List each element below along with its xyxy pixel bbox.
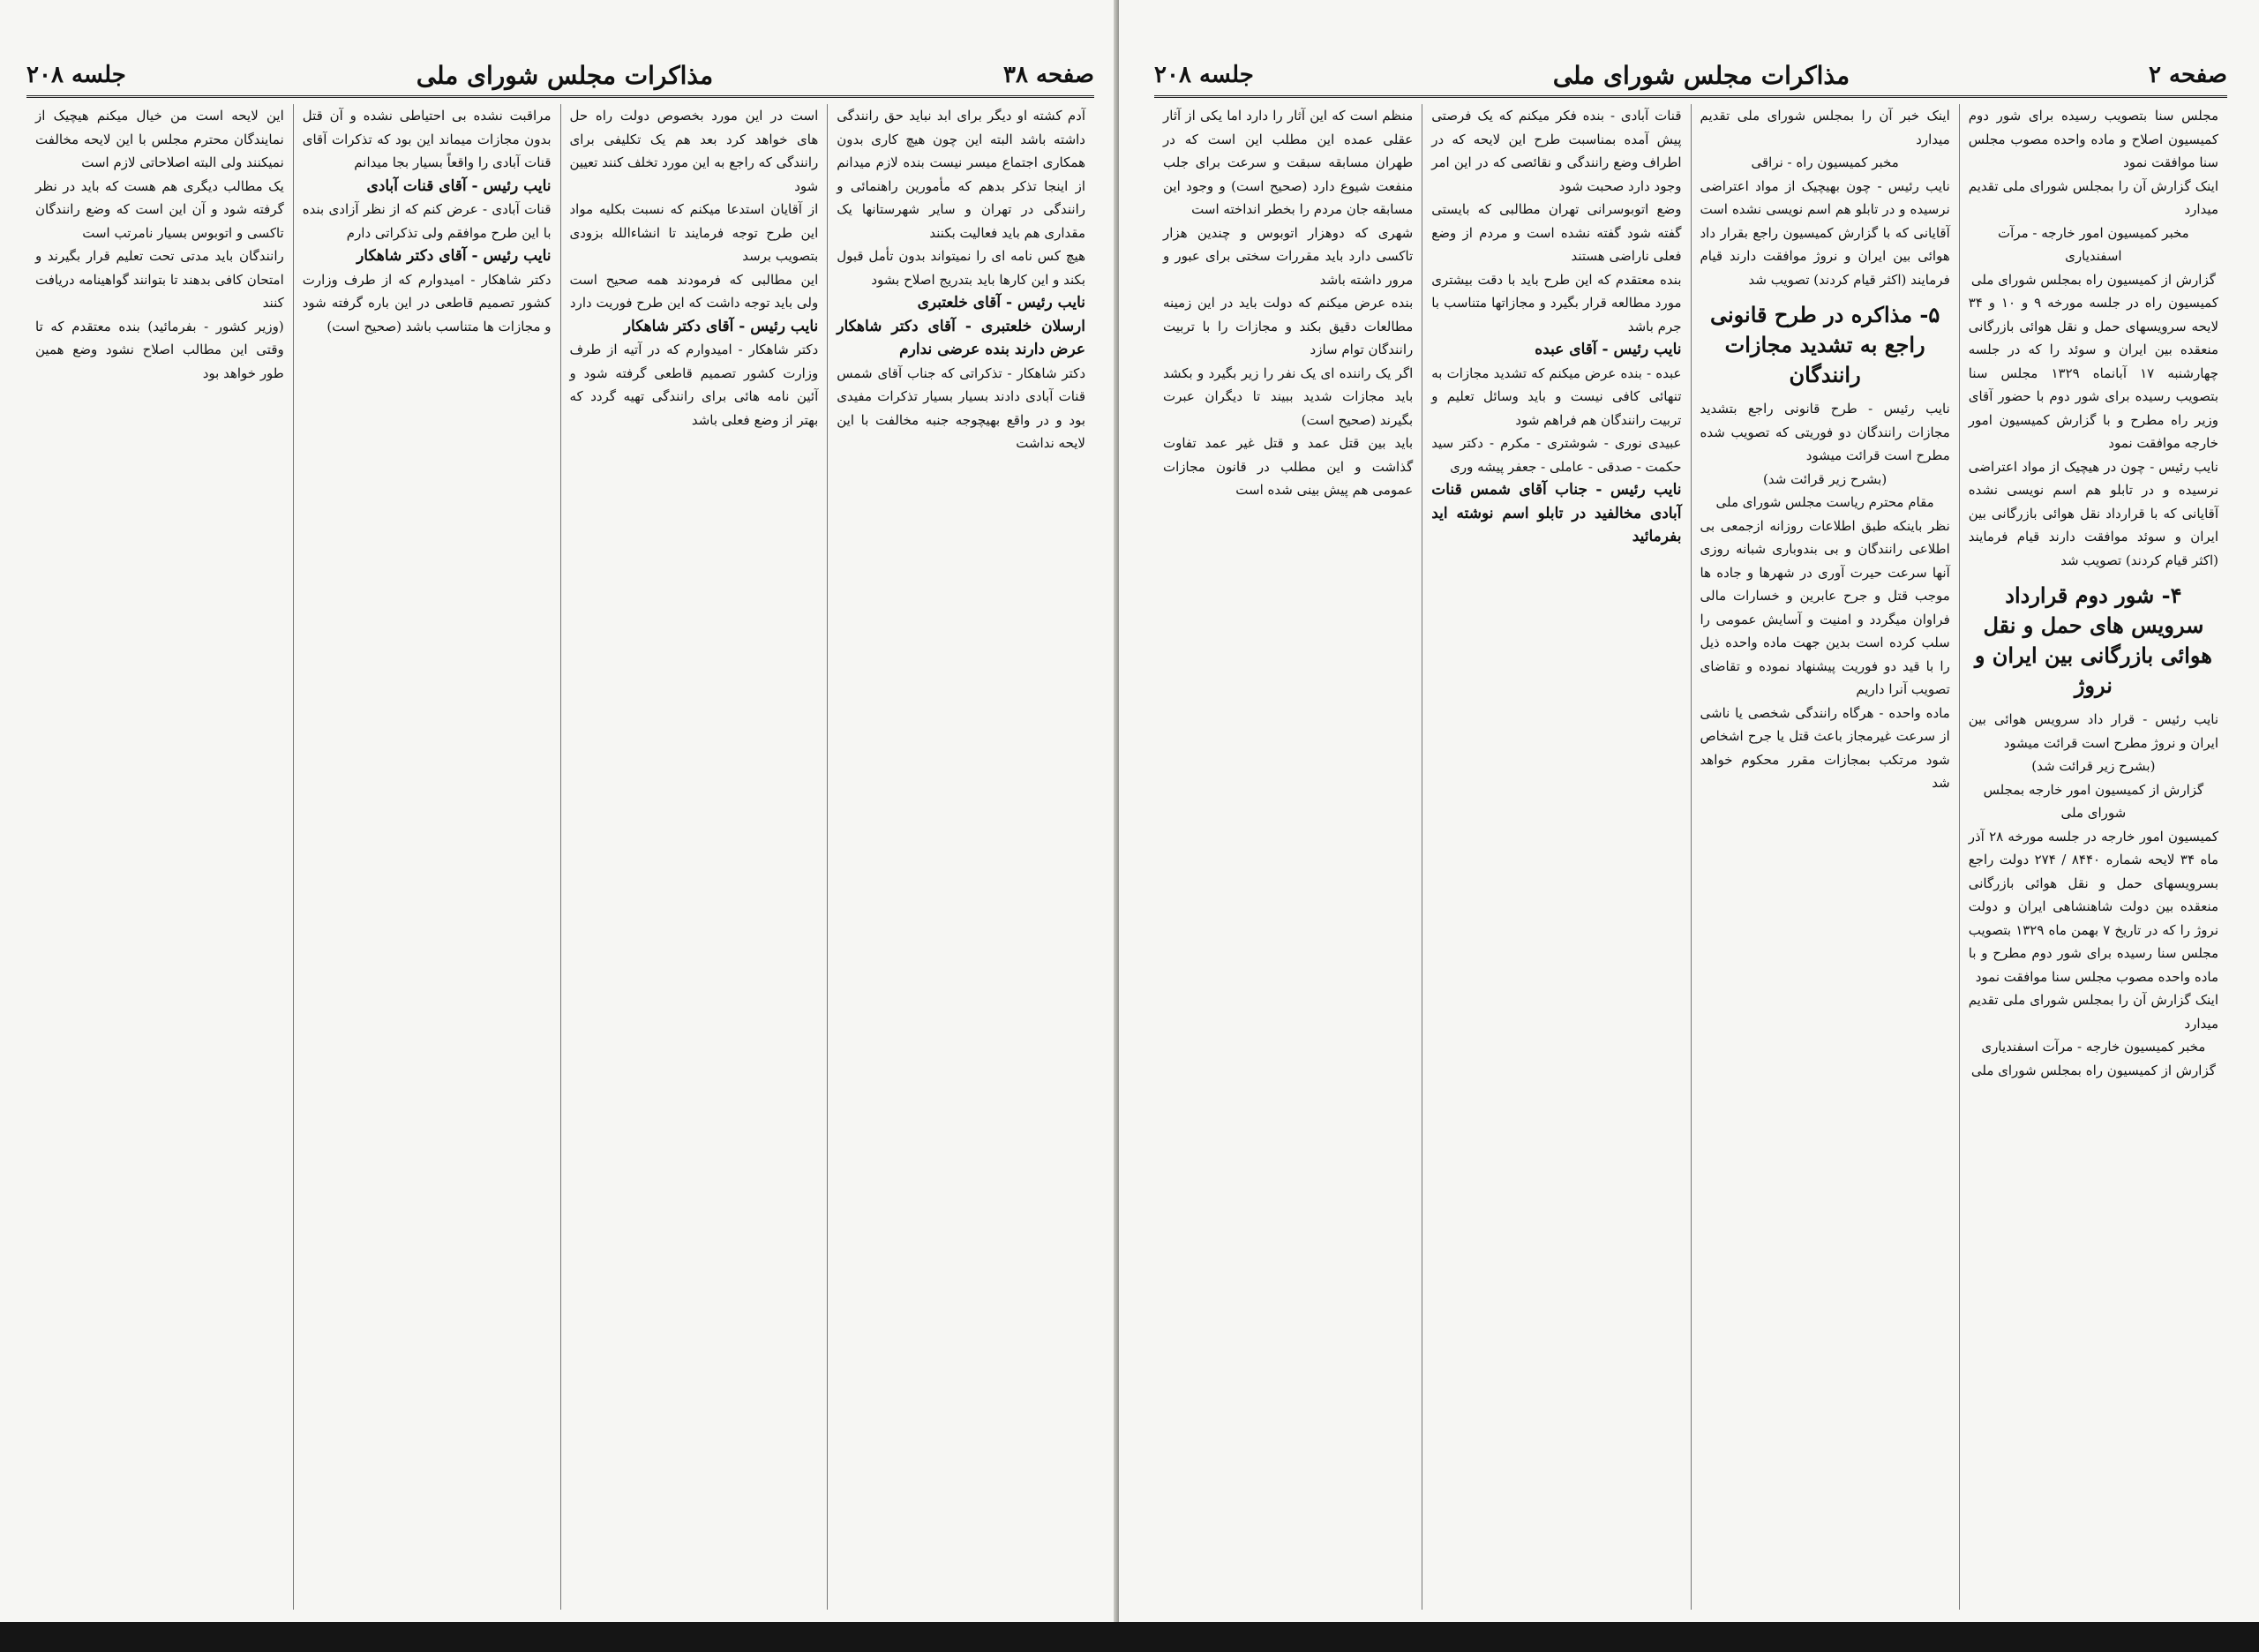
signatories: عبیدی نوری - شوشتری - مکرم - دکتر سید حکمت - صدقی - عاملی - جعفر پیشه وری — [1431, 435, 1682, 475]
paragraph: بنده عرض میکنم که دولت باید در این زمینه مطالعات دقیق بکند و مجازات را با تربیت رانندگان توام سازد — [1163, 295, 1414, 357]
left-column-1 — [827, 104, 1094, 1610]
speaker-line: نایب رئیس - آقای عبده — [1535, 341, 1682, 358]
paragraph: اینک خبر آن را بمجلس شورای ملی تقدیم میدارد — [1700, 108, 1950, 147]
right-page-title: مذاکرات مجلس شورای ملی — [1552, 60, 1850, 90]
paragraph: دکتر شاهکار - امیدوارم که از طرف وزارت کشور تصمیم قاطعی در این باره گرفته شود و مجازات ها متناسب باشد (صحیح است) — [302, 271, 552, 334]
speaker-line: ارسلان خلعتبری - آقای دکتر شاهکار عرض دارند بنده عرضی ندارم — [837, 317, 1085, 358]
paragraph: ماده واحده - هرگاه رانندگی شخصی یا ناشی از سرعت غیرمجاز باعث قتل یا جرح اشخاص شود مرتکب بمجازات مقرر محکوم خواهد شد — [1700, 704, 1950, 791]
report-heading: گزارش از کمیسیون راه بمجلس شورای ملی — [1970, 1062, 2216, 1078]
paragraph: باید بین قتل عمد و قتل غیر عمد تفاوت گذاشت و این مطلب در قانون مجازات عمومی هم پیش بینی شده است — [1163, 435, 1414, 498]
right-column-4 — [1154, 104, 1422, 1610]
speaker-line: نایب رئیس - جناب آقای شمس قنات آبادی مخالفید در تابلو اسم نوشته اید بفرمائید — [1431, 481, 1682, 545]
right-column-2 — [1691, 104, 1959, 1610]
paragraph: اینک گزارش آن را بمجلس شورای ملی تقدیم میدارد — [1968, 992, 2218, 1032]
right-page-session: جلسه ۲۰۸ — [1154, 62, 1254, 88]
paragraph: دکتر شاهکار - تذکراتی که جناب آقای شمس قنات آبادی دادند بسیار بسیار تذکرات مفیدی بود و در واقع بهیچوجه جنبه مخالفت با این لایحه نداشت — [837, 364, 1085, 451]
paragraph: شهری که دوهزار اتوبوس و چندین هزار تاکسی دارد باید مقررات سختی برای عبور و مرور داشته باشد — [1163, 224, 1414, 288]
section-title: ۵- مذاکره در طرح قانونی راجع به تشدید مجازات رانندگان — [1709, 302, 1940, 387]
paragraph: رانندگان باید مدتی تحت تعلیم قرار بگیرند و امتحان کافی بدهند تا بتوانند گواهینامه دریافت کنند — [35, 248, 284, 311]
report-heading: گزارش از کمیسیون راه بمجلس شورای ملی — [1970, 271, 2216, 288]
address-line: مقام محترم ریاست مجلس شورای ملی — [1715, 494, 1934, 510]
paragraph: مجلس سنا بتصویب رسیده برای شور دوم کمیسیون اصلاح و ماده واحده مصوب مجلس سنا موافقت نمود — [1968, 108, 2218, 170]
left-column-2 — [560, 104, 828, 1610]
paragraph: منظم است که این آثار را دارد اما یکی از آثار عقلی عمده این مطلب این است که در طهران مسابقه سبقت و سرعت برای جلب منفعت شیوع دارد (صحیح است) و وجود این مسابقه جان مردم را بخطر انداخته است — [1163, 108, 1414, 217]
paragraph: یک مطالب دیگری هم هست که باید در نظر گرفته شود و آن این است که وضع رانندگان تاکسی و اتوبوس بسیار نامرتب است — [35, 177, 284, 241]
paragraph: عبده - بنده عرض میکنم که تشدید مجازات به تنهائی کافی نیست و باید وسائل تعلیم و تربیت رانندگان هم فراهم شود — [1431, 364, 1682, 428]
paragraph: نایب رئیس - قرار داد سرویس هوائی بین ایران و نروژ مطرح است قرائت میشود — [1968, 711, 2218, 751]
paragraph: قنات آبادی - عرض کنم که از نظر آزادی بنده با این طرح موافقم ولی تذکراتی دارم — [302, 201, 552, 241]
right-column-1 — [1959, 104, 2227, 1610]
right-column-3 — [1422, 104, 1690, 1610]
left-column-4 — [26, 104, 293, 1610]
left-page-header — [26, 55, 1094, 98]
signature-line: مخبر کمیسیون امور خارجه - مرآت اسفندیاری — [1998, 224, 2189, 264]
paragraph: نظر باینکه طبق اطلاعات روزانه ازجمعی بی اطلاعی رانندگان و بی بندوباری شبانه روزی آنها سرعت حیرت آوری در شهرها و جاده ها موجب قتل و جرح عابرین و خسارات مالی فراوان میگردد و امنیت و آسایش عمومی را سلب کرده است بدین جهت ماده واحده ذیل را با قید دو فوریت پیشنهاد نموده و تقاضای تصویب آنرا داریم — [1700, 517, 1950, 697]
paragraph: کمیسیون امور خارجه در جلسه مورخه ۲۸ آذر ماه ۳۴ لایحه شماره ۸۴۴۰ / ۲۷۴ دولت راجع بسرویسهای حمل و نقل هوائی بازرگانی منعقده بین دولت شاهنشاهی ایران و دولت نروژ را که در تاریخ ۷ بهمن ماه ۱۳۲۹ بتصویب مجلس سنا رسیده برای شور دوم مطرح و با ماده واحده مصوب مجلس سنا موافقت نمود — [1968, 828, 2219, 985]
paragraph: (وزیر کشور - بفرمائید) بنده معتقدم که تا وقتی این مطالب اصلاح نشود وضع همین طور خواهد بود — [35, 318, 284, 381]
speaker-line: نایب رئیس - آقای دکتر شاهکار — [356, 247, 552, 265]
left-page — [0, 0, 1119, 1652]
paragraph: نایب رئیس - چون بهیچیک از مواد اعتراضی نرسیده و در تابلو هم اسم نویسی نشده است آقایانی که با گزارش کمیسیون راجع بقرار داد هوائی بین ایران و نروژ موافقت دارند قیام فرمایند (اکثر قیام کردند) تصویب شد — [1700, 177, 1950, 288]
left-column-3 — [293, 104, 560, 1610]
paragraph: اینک گزارش آن را بمجلس شورای ملی تقدیم میدارد — [1968, 177, 2218, 217]
reading-note: (بشرح زیر قرائت شد) — [2031, 758, 2156, 774]
speaker-line: نایب رئیس - آقای دکتر شاهکار — [623, 317, 819, 335]
right-page — [1119, 0, 2259, 1652]
paragraph: مراقبت نشده بی احتیاطی نشده و آن قتل بدون مجازات میماند این بود که تذکرات آقای قنات آبادی را واقعاً بسیار بجا میدانم — [302, 108, 552, 170]
paragraph: کمیسیون راه در جلسه مورخه ۹ و ۱۰ و ۳۴ لایحه سرویسهای حمل و نقل هوائی بازرگانی منعقده بین ایران و سوئد را که در جلسه چهارشنبه ۱۷ آبانماه ۱۳۲۹ مجلس سنا بتصویب رسیده برای شور دوم با حضور آقای وزیر راه مطرح و با گزارش کمیسیون امور خارجه موافقت نمود — [1968, 295, 2218, 451]
paragraph: اگر یک راننده ای یک نفر را زیر بگیرد و بکشد باید مجازات شدید ببیند تا دیگران عبرت بگیرند (صحیح است) — [1163, 364, 1414, 428]
paragraph: این مطالبی که فرمودند همه صحیح است ولی باید توجه داشت که این طرح فوریت دارد — [569, 271, 819, 311]
right-page-label: صفحه ۲ — [2149, 62, 2227, 88]
signature-line: مخبر کمیسیون خارجه - مرآت اسفندیاری — [1981, 1039, 2206, 1055]
speaker-line: نایب رئیس - آقای قنات آبادی — [366, 176, 552, 195]
reading-note: (بشرح زیر قرائت شد) — [1763, 470, 1888, 487]
paragraph: بنده معتقدم که این طرح باید با دقت بیشتری مورد مطالعه قرار بگیرد و مجازاتها متناسب با جرم باشد — [1431, 271, 1682, 334]
paragraph: هیچ کس نامه ای را نمیتواند بدون تأمل قبول بکند و این کارها باید بتدریج اصلاح بشود — [837, 248, 1085, 288]
speaker-line: نایب رئیس - آقای خلعتبری — [917, 294, 1085, 312]
paragraph: آدم کشته او دیگر برای ابد نباید حق رانندگی داشته باشد البته این چون هیچ کاری بدون همکاری اجتماع میسر نیست بنده لازم میدانم از اینجا تذکر بدهم که مأمورین راهنمائی و رانندگی در تهران و سایر شهرستانها یک مقداری هم باید فعالیت بکنند — [837, 108, 1085, 241]
paragraph: است در این مورد بخصوص دولت راه حل های خواهد کرد بعد هم یک تکلیفی برای رانندگی که راجع به این مورد تخلف کنند تعیین شود — [569, 108, 819, 194]
paragraph: از آقایان استدعا میکنم که نسبت بکلیه مواد این طرح توجه فرمایند تا انشاءالله بزودی بتصویب برسد — [569, 201, 819, 264]
right-page-columns — [1154, 104, 2227, 1610]
right-page-header — [1154, 55, 2227, 98]
left-page-session: جلسه ۲۰۸ — [26, 62, 126, 88]
paragraph: نایب رئیس - چون در هیچیک از مواد اعتراضی نرسیده و در تابلو هم اسم نویسی نشده آقایانی که با قرارداد نقل هوائی بازرگانی بین ایران و سوئد موافقت دارند قیام فرمایند (اکثر قیام کردند) تصویب شد — [1968, 458, 2218, 568]
paragraph: قنات آبادی - بنده فکر میکنم که یک فرصتی پیش آمده بمناسبت طرح این لایحه که در اطراف وضع رانندگی و نقائصی که در این امر وجود دارد صحبت شود — [1431, 108, 1682, 194]
paragraph: دکتر شاهکار - امیدوارم که در آتیه از طرف وزارت کشور تصمیم قاطعی گرفته شود و آئین نامه هائی برای رانندگی تهیه گردد که بهتر از وضع فعلی باشد — [569, 342, 819, 428]
section-title: ۴- شور دوم قرارداد سرویس های حمل و نقل هوائی بازرگانی بین ایران و نروژ — [1974, 582, 2212, 698]
left-page-label: صفحه ۳۸ — [1003, 62, 1094, 88]
paragraph: این لایحه است من خیال میکنم هیچیک از نمایندگان محترم مجلس با این لایحه مخالفت نمیکنند ولی البته اصلاحاتی لازم است — [35, 108, 284, 170]
paragraph: نایب رئیس - طرح قانونی راجع بتشدید مجازات رانندگان دو فوریتی که تصویب شده مطرح است قرائت میشود — [1700, 401, 1950, 463]
paragraph: وضع اتوبوسرانی تهران مطالبی که بایستی گفته شود گفته نشده است و مردم از وضع فعلی ناراضی هستند — [1431, 201, 1682, 264]
left-page-columns — [26, 104, 1094, 1610]
scan-bottom-edge — [0, 1622, 2259, 1652]
signature-line: مخبر کمیسیون راه - نراقی — [1751, 154, 1899, 170]
left-page-title: مذاکرات مجلس شورای ملی — [416, 60, 714, 90]
report-heading: گزارش از کمیسیون امور خارجه بمجلس شورای ملی — [1983, 781, 2204, 821]
